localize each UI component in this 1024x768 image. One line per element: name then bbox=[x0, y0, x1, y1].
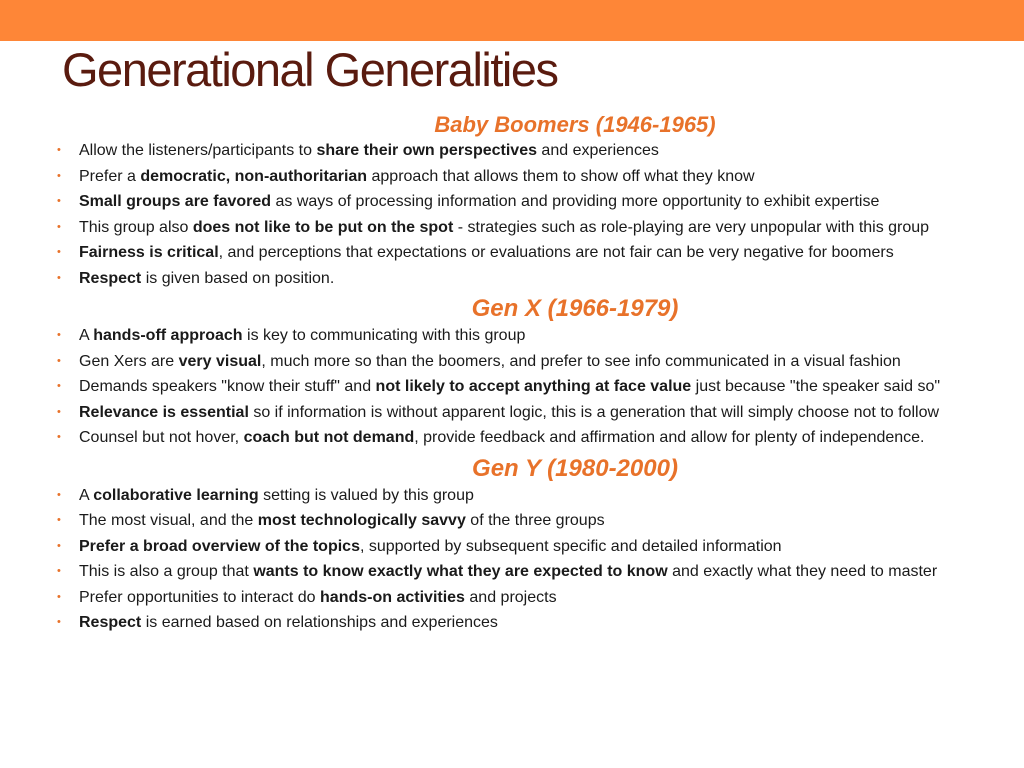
item-emphasis: hands-off approach bbox=[93, 327, 243, 344]
item-emphasis: Fairness is critical bbox=[79, 244, 219, 261]
item-emphasis: Small groups are favored bbox=[79, 193, 272, 210]
item-text: as ways of processing information and providing more opportunity to exhibit expertise bbox=[271, 193, 880, 210]
bullet-icon: • bbox=[57, 220, 61, 233]
item-text: , provide feedback and affirmation and allow for plenty of independence. bbox=[414, 429, 925, 446]
item-text: and exactly what they need to master bbox=[667, 563, 938, 580]
item-text: , supported by subsequent specific and detailed information bbox=[359, 537, 782, 555]
item-emphasis: Respect bbox=[79, 614, 142, 631]
item-emphasis: very visual bbox=[178, 352, 262, 370]
item-text: Counsel but not hover, bbox=[79, 429, 244, 446]
bullet-icon: • bbox=[57, 380, 61, 392]
section-heading-gen-x: Gen X (1966-1979) bbox=[471, 295, 679, 322]
bullet-icon: • bbox=[57, 246, 61, 258]
item-text: Gen Xers are bbox=[79, 352, 179, 370]
bullet-icon: • bbox=[57, 405, 61, 418]
bullet-item bbox=[56, 376, 1006, 397]
item-text: Allow the listeners/participants to bbox=[79, 142, 317, 159]
bullet-item bbox=[56, 485, 1006, 506]
top-accent-bar bbox=[0, 0, 1024, 41]
item-text: Prefer opportunities to interact do bbox=[79, 588, 321, 606]
bullet-icon: • bbox=[57, 354, 61, 367]
bullet-icon: • bbox=[57, 195, 61, 207]
item-emphasis: Relevance is essential bbox=[79, 403, 249, 421]
item-emphasis: democratic, non-authoritarian bbox=[140, 167, 368, 185]
item-text: , much more so than the boomers, and prefer to see info communicated in a visual fashion bbox=[261, 352, 901, 370]
bullet-item bbox=[56, 325, 1006, 346]
bullet-item bbox=[56, 612, 1006, 633]
item-text: of the three groups bbox=[465, 512, 605, 529]
item-emphasis: wants to know exactly what they are expected to know bbox=[253, 563, 668, 580]
bullet-icon: • bbox=[57, 329, 61, 341]
item-text: This is also a group that bbox=[79, 563, 254, 580]
item-text: A bbox=[79, 486, 94, 504]
bullet-list-gen-y bbox=[56, 485, 1006, 634]
item-emphasis: not likely to accept anything at face value bbox=[375, 378, 692, 395]
bullet-item bbox=[56, 587, 1006, 608]
bullet-icon: • bbox=[57, 431, 61, 443]
bullet-icon: • bbox=[57, 616, 61, 628]
item-emphasis: hands-on activities bbox=[320, 588, 465, 606]
bullet-icon: • bbox=[57, 144, 61, 156]
bullet-icon: • bbox=[57, 514, 61, 526]
item-text: , and perceptions that expectations or evaluations are not fair can be very negative for boomers bbox=[218, 244, 894, 261]
item-emphasis: share their own perspectives bbox=[316, 142, 537, 159]
bullet-icon: • bbox=[57, 590, 61, 603]
slide-content bbox=[56, 110, 1006, 638]
item-text: setting is valued by this group bbox=[258, 486, 474, 504]
item-emphasis: coach but not demand bbox=[243, 429, 415, 446]
item-text: just because "the speaker said so" bbox=[691, 378, 941, 395]
item-emphasis: Respect bbox=[79, 269, 142, 287]
item-text: is given based on position. bbox=[141, 269, 335, 287]
bullet-item bbox=[56, 191, 1006, 212]
bullet-item bbox=[56, 510, 1006, 531]
item-text: so if information is without apparent logic, this is a generation that will simply choose not to follow bbox=[248, 403, 940, 421]
bullet-item bbox=[56, 561, 1006, 582]
bullet-item bbox=[56, 217, 1006, 238]
item-text: - strategies such as role-playing are very unpopular with this group bbox=[453, 218, 930, 236]
section-heading-gen-y: Gen Y (1980-2000) bbox=[472, 454, 678, 482]
item-text: is key to communicating with this group bbox=[242, 327, 526, 344]
bullet-item bbox=[56, 536, 1006, 557]
section-heading-baby-boomers: Baby Boomers (1946-1965) bbox=[434, 112, 716, 137]
item-emphasis: collaborative learning bbox=[93, 486, 259, 504]
bullet-icon: • bbox=[57, 565, 61, 577]
item-text: The most visual, and the bbox=[79, 512, 258, 529]
bullet-icon: • bbox=[57, 271, 61, 284]
item-text: and experiences bbox=[536, 142, 659, 159]
bullet-item bbox=[56, 402, 1006, 423]
item-text: A bbox=[79, 327, 94, 344]
item-emphasis: Prefer a broad overview of the topics bbox=[79, 537, 360, 555]
item-text: Demands speakers "know their stuff" and bbox=[79, 378, 376, 395]
bullet-item bbox=[56, 242, 1006, 263]
bullet-item bbox=[56, 351, 1006, 372]
bullet-icon: • bbox=[57, 169, 61, 182]
bullet-list-baby-boomers bbox=[56, 140, 1006, 289]
bullet-item bbox=[56, 166, 1006, 187]
bullet-icon: • bbox=[57, 539, 61, 552]
slide-title: Generational Generalities bbox=[62, 43, 558, 96]
item-text: approach that allows them to show off what they know bbox=[367, 167, 755, 185]
bullet-item bbox=[56, 268, 1006, 289]
bullet-item bbox=[56, 140, 1006, 161]
item-emphasis: does not like to be put on the spot bbox=[192, 218, 454, 236]
item-text: This group also bbox=[79, 218, 193, 236]
item-text: Prefer a bbox=[79, 167, 141, 185]
item-text: and projects bbox=[464, 588, 557, 606]
bullet-list-gen-x bbox=[56, 325, 1006, 448]
bullet-icon: • bbox=[57, 488, 61, 501]
item-emphasis: most technologically savvy bbox=[257, 512, 466, 529]
item-text: is earned based on relationships and experiences bbox=[141, 614, 498, 631]
bullet-item bbox=[56, 427, 1006, 448]
